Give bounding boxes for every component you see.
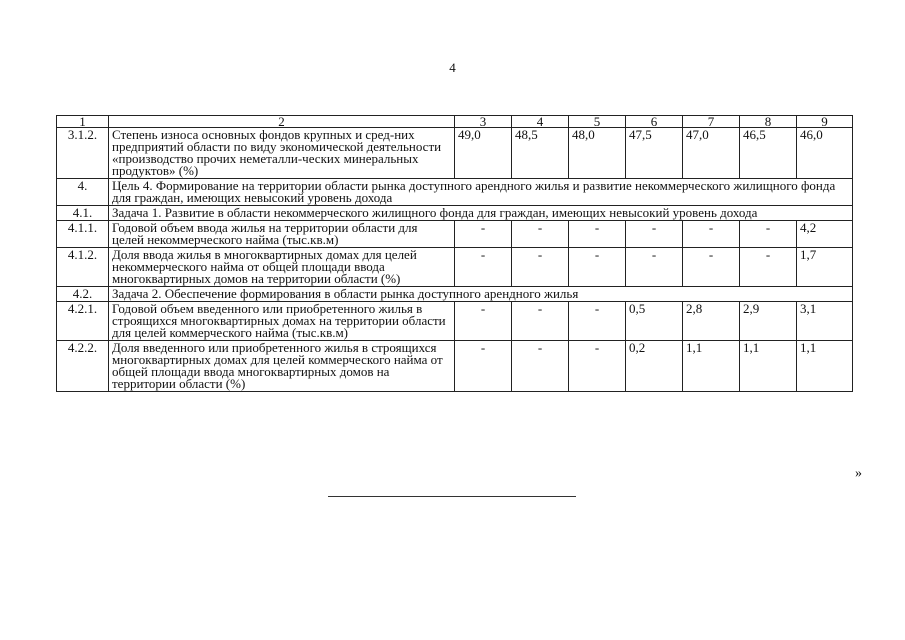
indicator-value: -	[455, 341, 512, 392]
indicator-value: -	[740, 221, 797, 248]
column-number: 3	[455, 116, 512, 128]
table-row	[57, 248, 853, 287]
indicator-value: 1,1	[683, 341, 740, 392]
table-body	[57, 116, 853, 392]
table-section-row	[57, 287, 853, 302]
closing-quote: »	[855, 466, 862, 481]
indicator-value: 48,5	[512, 128, 569, 179]
row-number: 4.	[57, 179, 109, 206]
column-number: 8	[740, 116, 797, 128]
indicator-value: -	[569, 248, 626, 287]
column-number: 6	[626, 116, 683, 128]
table-section-row	[57, 206, 853, 221]
column-number: 9	[797, 116, 853, 128]
indicator-value: -	[626, 221, 683, 248]
indicator-value: 4,2	[797, 221, 853, 248]
table-row	[57, 221, 853, 248]
section-title: Задача 1. Развитие в области некоммерческого жилищного фонда для граждан, имеющих невысокий уровень дохода	[109, 206, 853, 221]
indicator-name: Доля введенного или приобретенного жилья в строящихся многоквартирных домах для целей коммерческого найма от общей площади ввода многоквартирных домов на территории области (%)	[109, 341, 455, 392]
indicator-name: Степень износа основных фондов крупных и сред-них предприятий области по виду экономической деятельности «производство прочих неметалли-ческих минеральных продуктов» (%)	[109, 128, 455, 179]
column-number: 7	[683, 116, 740, 128]
indicator-value: -	[740, 248, 797, 287]
table-row	[57, 128, 853, 179]
section-title: Задача 2. Обеспечение формирования в области рынка доступного арендного жилья	[109, 287, 853, 302]
page-number: 4	[449, 60, 456, 75]
row-number: 3.1.2.	[57, 128, 109, 179]
indicator-value: 47,0	[683, 128, 740, 179]
indicator-value: -	[626, 248, 683, 287]
indicator-name: Доля ввода жилья в многоквартирных домах для целей некоммерческого найма от общей площади ввода многоквартирных домов на территории области (%)	[109, 248, 455, 287]
indicator-value: 47,5	[626, 128, 683, 179]
indicator-value: -	[512, 248, 569, 287]
indicator-value: -	[683, 248, 740, 287]
section-title: Цель 4. Формирование на территории области рынка доступного арендного жилья и развитие некоммерческого жилищного фонда для граждан, имеющих невысокий уровень дохода	[109, 179, 853, 206]
indicator-name: Годовой объем введенного или приобретенного жилья в строящихся многоквартирных домах на территории области для целей коммерческого найма (тыс.кв.м)	[109, 302, 455, 341]
indicator-value: 46,5	[740, 128, 797, 179]
indicator-value: 3,1	[797, 302, 853, 341]
column-number: 4	[512, 116, 569, 128]
indicator-value: 48,0	[569, 128, 626, 179]
indicator-value: -	[683, 221, 740, 248]
table-row	[57, 302, 853, 341]
row-number: 4.1.2.	[57, 248, 109, 287]
column-number: 1	[57, 116, 109, 128]
column-number: 2	[109, 116, 455, 128]
indicator-value: 2,8	[683, 302, 740, 341]
indicator-value: 1,7	[797, 248, 853, 287]
indicator-value: -	[512, 302, 569, 341]
indicator-value: -	[455, 221, 512, 248]
indicator-value: 1,1	[797, 341, 853, 392]
table-row	[57, 341, 853, 392]
indicator-value: -	[455, 302, 512, 341]
indicator-value: 49,0	[455, 128, 512, 179]
indicator-value: 1,1	[740, 341, 797, 392]
indicator-value: -	[455, 248, 512, 287]
indicator-value: 2,9	[740, 302, 797, 341]
row-number: 4.2.2.	[57, 341, 109, 392]
indicator-value: -	[512, 221, 569, 248]
indicators-table	[56, 115, 853, 392]
indicator-value: -	[569, 221, 626, 248]
indicator-value: -	[512, 341, 569, 392]
column-number: 5	[569, 116, 626, 128]
row-number: 4.2.	[57, 287, 109, 302]
column-number-row	[57, 116, 853, 128]
indicator-value: -	[569, 341, 626, 392]
indicator-name: Годовой объем ввода жилья на территории области для целей некоммерческого найма (тыс.кв.м)	[109, 221, 455, 248]
indicator-value: -	[569, 302, 626, 341]
row-number: 4.1.	[57, 206, 109, 221]
indicator-value: 46,0	[797, 128, 853, 179]
bottom-rule	[328, 496, 576, 497]
row-number: 4.2.1.	[57, 302, 109, 341]
indicator-value: 0,2	[626, 341, 683, 392]
row-number: 4.1.1.	[57, 221, 109, 248]
indicator-value: 0,5	[626, 302, 683, 341]
table-section-row	[57, 179, 853, 206]
